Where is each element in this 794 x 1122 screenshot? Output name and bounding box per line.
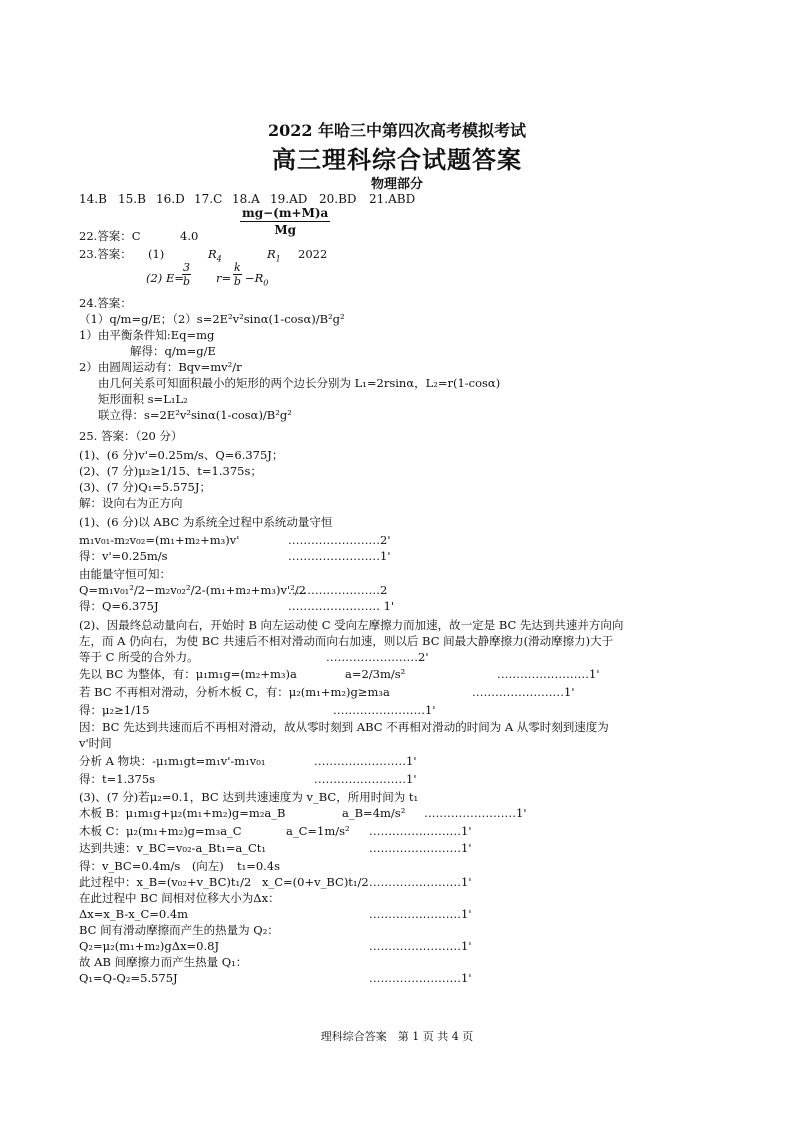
solution-line: 得：t=1.375s xyxy=(79,772,156,786)
solution-line: 1）由平衡条件知:Eq=mg xyxy=(79,328,215,342)
solution-line: ……………………1' xyxy=(369,824,472,838)
solution-line: 分析 A 物块：-μ₁m₁gt=m₁v'-m₁v₀₁ xyxy=(79,754,266,768)
solution-line: a=2/3m/s² xyxy=(345,667,406,681)
solution-line: Q₁=Q-Q₂=5.575J xyxy=(79,971,178,985)
solution-line: 得：v'=0.25m/s xyxy=(79,549,168,563)
solution-line: a_B=4m/s² xyxy=(342,806,406,820)
q23-part1: (1) xyxy=(148,247,165,261)
solution-line: 得：Q=6.375J xyxy=(79,599,159,613)
answer-title: 高三理科综合试题答案 xyxy=(272,145,522,174)
solution-line: 达到共速：v_BC=v₀₂-a_Bt₁=a_Ct₁ xyxy=(79,841,267,855)
q23-r-fraction: $\frac{k}{b}$ xyxy=(233,261,241,288)
solution-line: 故 AB 间摩擦力而产生热量 Q₁： xyxy=(79,955,248,969)
q23-r-tail: $-R_0$ xyxy=(245,271,269,288)
q22-fraction xyxy=(240,206,330,237)
solution-line: 矩形面积 s=L₁L₂ xyxy=(98,392,188,406)
mcq-answer: 18.A xyxy=(232,192,260,206)
solution-line: t₁=0.4s xyxy=(237,859,281,873)
solution-line: (2)、(7 分)μ₂≥1/15、t=1.375s； xyxy=(79,464,262,478)
q23-resistor-r1: $R_1$ xyxy=(267,247,281,264)
solution-line: ……………………1' xyxy=(288,549,391,563)
mcq-answer: 16.D xyxy=(156,192,185,206)
solution-line: ……………………1' xyxy=(424,806,527,820)
solution-line: ……………………1' xyxy=(369,939,472,953)
solution-line: 木板 B：μ₁m₁g+μ₂(m₁+m₂)g=m₂a_B xyxy=(79,806,286,820)
solution-line: ……………………1' xyxy=(314,772,417,786)
mcq-answer: 14.B xyxy=(79,192,107,206)
page-footer: 理科综合答案 第 1 页 共 4 页 xyxy=(320,1030,474,1043)
mcq-answer: 19.AD xyxy=(270,192,308,206)
q23-e-fraction: $\frac{3}{b}$ xyxy=(182,261,191,288)
solution-line: ……………………2' xyxy=(326,650,429,664)
solution-line: 若 BC 不再相对滑动，分析木板 C，有：μ₂(m₁+m₂)g≥m₃a xyxy=(79,685,390,699)
solution-line: 由几何关系可知面积最小的矩形的两个边长分别为 L₁=2rsinα，L₂=r(1-cosα) xyxy=(98,376,501,390)
solution-line: ……………………1' xyxy=(369,907,472,921)
solution-line: 在此过程中 BC 间相对位移大小为Δx： xyxy=(79,891,280,905)
solution-line: ……………………1' xyxy=(472,685,575,699)
solution-line: BC 间有滑动摩擦而产生的热量为 Q₂： xyxy=(79,923,279,937)
solution-line: 左，而 A 仍向右，为使 BC 共速后不相对滑动而向右加速，则以后 BC 间最大静摩擦力(滑动摩擦力)大于 xyxy=(79,634,614,648)
q22-value: 4.0 xyxy=(180,229,199,243)
solution-line: 得：v_BC=0.4m/s (向左) xyxy=(79,859,224,873)
q22-denominator: Mg xyxy=(274,223,296,237)
solution-line: (3)、(7 分)Q₁=5.575J； xyxy=(79,480,211,494)
solution-line: x_C=(0+v_BC)t₁/2 xyxy=(262,875,369,889)
solution-line: a_C=1m/s² xyxy=(286,824,350,838)
solution-line: 先以 BC 为整体，有：μ₁m₁g=(m₂+m₃)a xyxy=(79,667,297,681)
solution-line: 联立得：s=2E²v²sinα(1-cosα)/B²g² xyxy=(98,408,292,422)
solution-line: …………………… 1' xyxy=(288,599,395,613)
solution-line: ……………………1' xyxy=(314,754,417,768)
solution-line: ……………………1' xyxy=(369,971,472,985)
solution-line: 25. 答案：（20 分） xyxy=(79,429,183,443)
solution-line: （1）q/m=g/E；（2）s=2E²v²sinα(1-cosα)/B²g² xyxy=(79,312,345,326)
q23-resistor-r4: $R_4$ xyxy=(208,247,222,264)
solution-line: (2)、因最终总动量向右，开始时 B 向左运动使 C 受向左摩擦力而加速，故一定是 BC 先达到共速并方向向 xyxy=(79,618,624,632)
solution-line: Q=m₁v₀₁²/2−m₂v₀₂²/2-(m₁+m₂+m₃)v'²/2 xyxy=(79,583,306,597)
solution-line: Δx=x_B-x_C=0.4m xyxy=(79,907,189,921)
solution-line: 由能量守恒可知： xyxy=(79,567,171,581)
solution-line: ……………………2 xyxy=(288,583,388,597)
solution-line: 2）由圆周运动有：Bqv=mv²/r xyxy=(79,360,242,374)
solution-line: ……………………2' xyxy=(288,533,391,547)
mcq-answer: 20.BD xyxy=(319,192,357,206)
exam-title: 2022 年哈三中第四次高考模拟考试 xyxy=(267,121,527,140)
solution-line: 此过程中：x_B=(v₀₂+v_BC)t₁/2 xyxy=(79,875,252,889)
solution-line: ……………………1' xyxy=(497,667,600,681)
solution-line: 因：BC 先达到共速而后不再相对滑动，故从零时刻到 ABC 不再相对滑动的时间为 A 从零时刻到速度为 xyxy=(79,720,609,734)
solution-line: m₁v₀₁-m₂v₀₂=(m₁+m₂+m₃)v' xyxy=(79,533,240,547)
q23-r-eq: r= xyxy=(216,271,232,285)
solution-line: ……………………1' xyxy=(333,703,436,717)
q22-label: 22.答案：C xyxy=(79,229,141,243)
solution-line: 解：设向右为正方向 xyxy=(79,496,183,510)
solution-line: Q₂=μ₂(m₁+m₂)gΔx=0.8J xyxy=(79,939,220,953)
solution-line: (3)、(7 分)若μ₂=0.1，BC 达到共速速度为 v_BC，所用时间为 t₁ xyxy=(79,790,419,804)
solution-line: ……………………1' xyxy=(369,841,472,855)
solution-line: v'时间 xyxy=(79,736,112,750)
mcq-answer: 17.C xyxy=(194,192,223,206)
q23-value: 2022 xyxy=(298,247,328,261)
q22-numerator: mg−(m+M)a xyxy=(242,206,329,220)
mcq-answer: 15.B xyxy=(118,192,146,206)
solution-line: (1)、(6 分)v'=0.25m/s、Q=6.375J； xyxy=(79,448,284,462)
q23-part2-e: (2) E= xyxy=(146,271,184,285)
solution-line: 木板 C：μ₂(m₁+m₂)g=m₃a_C xyxy=(79,824,242,838)
solution-line: 24.答案： xyxy=(79,296,132,310)
solution-line: 等于 C 所受的合外力。 xyxy=(79,650,199,664)
solution-line: 得：μ₂≥1/15 xyxy=(79,703,150,717)
mcq-answer: 21.ABD xyxy=(369,192,416,206)
solution-line: ……………………1' xyxy=(369,875,472,889)
solution-line: 解得：q/m=g/E xyxy=(130,344,216,358)
section-heading: 物理部分 xyxy=(370,177,423,192)
solution-line: (1)、(6 分)以 ABC 为系统全过程中系统动量守恒 xyxy=(79,515,333,529)
q23-label: 23.答案： xyxy=(79,247,132,261)
